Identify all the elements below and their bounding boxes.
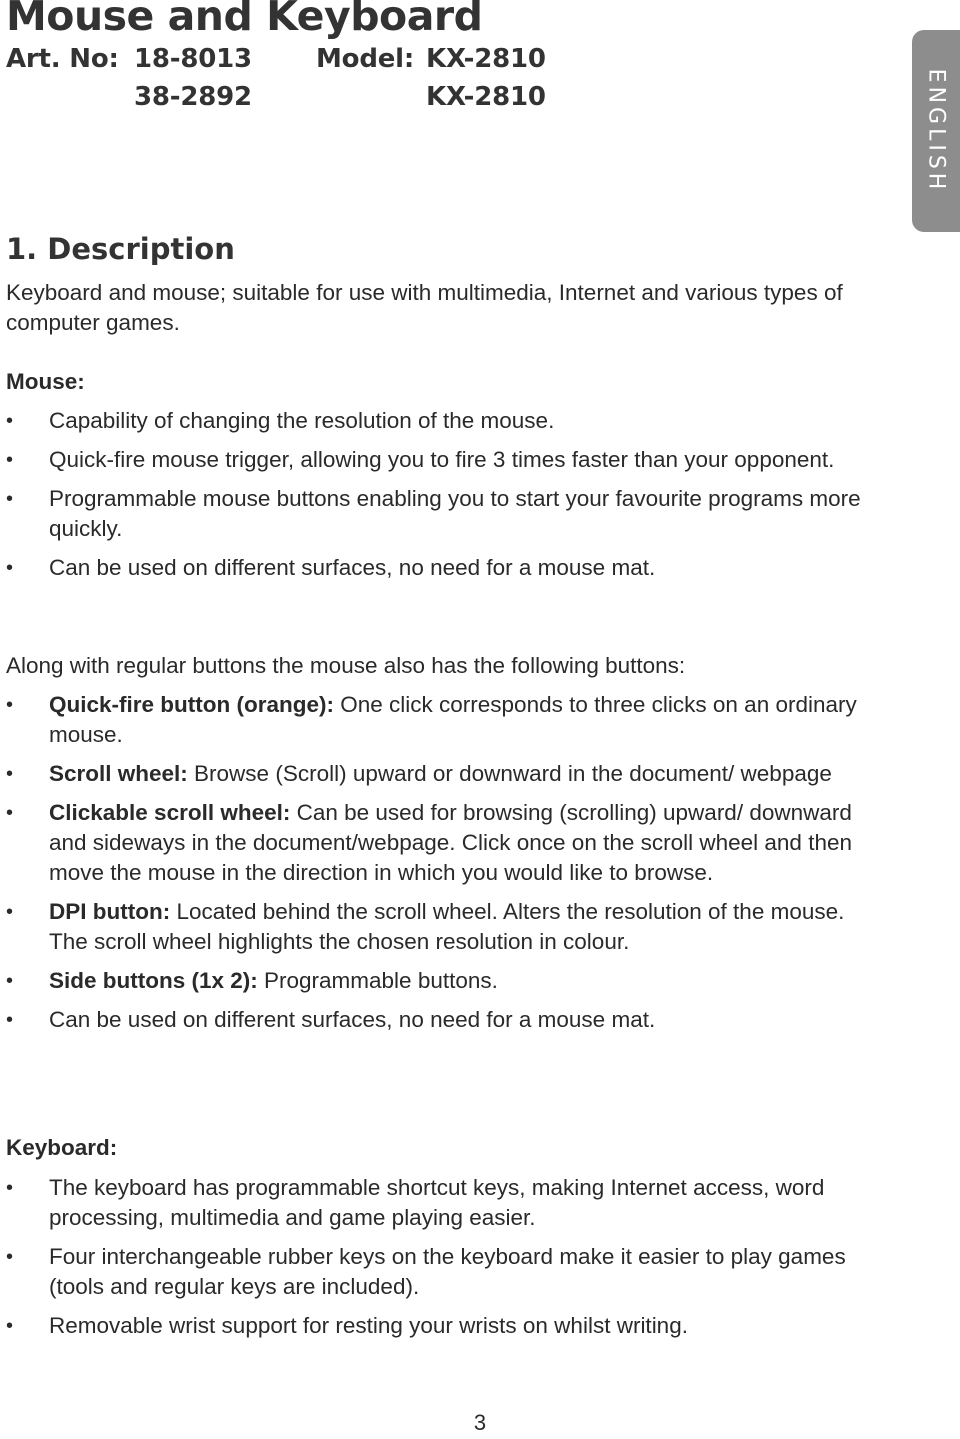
list-item [6,966,869,996]
model-value: KX-2810 [426,82,546,112]
language-tab [912,30,960,232]
list-item-text: The keyboard has programmable shortcut keys, making Internet access, word processing, multimedia and game playing easier. [49,1175,825,1230]
mouse-buttons-list [6,690,886,1035]
bullet-dot: • [6,1246,14,1268]
list-item [6,1311,869,1341]
list-item [6,445,869,475]
bullet-dot: • [6,410,14,432]
mouse-feature-list [6,406,886,583]
list-item-text: Removable wrist support for resting your wrists on whilst writing. [49,1313,688,1338]
page-title: Mouse and Keyboard [6,0,483,40]
bullet-dot: • [6,970,14,992]
list-item-text: Can be used on different surfaces, no need for a mouse mat. [49,555,656,580]
list-item [6,798,869,888]
list-item [6,897,869,957]
art-no-value: 38-2892 [134,82,252,112]
item-term: Clickable scroll wheel: [49,800,291,825]
bullet-dot: • [6,557,14,579]
page-number: 3 [473,1410,487,1435]
bullet-dot: • [6,763,14,785]
list-item-text: Quick-fire mouse trigger, allowing you to fire 3 times faster than your opponent. [49,447,835,472]
bullet-dot: • [6,1009,14,1031]
list-item-text: Browse (Scroll) upward or downward in the document/ webpage [187,761,832,786]
model-label: Model: [316,44,415,74]
list-item [6,759,869,789]
bullet-dot: • [6,1315,14,1337]
art-no-value: 18-8013 [134,44,252,74]
art-no-label: Art. No: [6,44,119,74]
list-item [6,484,869,544]
bullet-dot: • [6,449,14,471]
keyboard-feature-list [6,1173,886,1341]
list-item-text: Located behind the scroll wheel. Alters the resolution of the mouse. The scroll wheel highlights the chosen resolution in colour. [49,899,845,954]
item-term: Quick-fire button (orange): [49,692,334,717]
list-item [6,690,869,750]
keyboard-heading: Keyboard: [6,1135,118,1160]
description-text: Keyboard and mouse; suitable for use with multimedia, Internet and various types of computer games. [6,280,843,335]
list-item-text: One click corresponds to three clicks on an ordinary mouse. [49,692,857,747]
bullet-dot: • [6,802,14,824]
bullet-dot: • [6,901,14,923]
bullet-dot: • [6,1177,14,1199]
list-item [6,1173,869,1233]
description-heading: 1. Description [6,232,235,266]
list-item [6,1005,869,1035]
language-tab-label: ENGLISH [923,68,949,194]
list-item-text: Can be used on different surfaces, no need for a mouse mat. [49,1007,656,1032]
list-item [6,1242,869,1302]
bullet-dot: • [6,694,14,716]
list-item-text: Capability of changing the resolution of the mouse. [49,408,555,433]
item-term: DPI button: [49,899,171,924]
bullet-dot: • [6,488,14,510]
model-value: KX-2810 [426,44,546,74]
list-item-text: Programmable mouse buttons enabling you to start your favourite programs more quickly. [49,486,861,541]
list-item [6,553,869,583]
item-term: Side buttons (1x 2): [49,968,258,993]
item-term: Scroll wheel: [49,761,188,786]
list-item-text: Can be used for browsing (scrolling) upward/ downward and sideways in the document/webpage. Click once on the scroll wheel and then move the mouse in the direction in which you would like to browse. [49,800,852,885]
buttons-intro: Along with regular buttons the mouse also has the following buttons: [6,653,686,678]
list-item-text: Four interchangeable rubber keys on the keyboard make it easier to play games (tools and regular keys are included). [49,1244,846,1299]
list-item [6,406,869,436]
list-item-text: Programmable buttons. [257,968,498,993]
mouse-heading: Mouse: [6,369,85,394]
